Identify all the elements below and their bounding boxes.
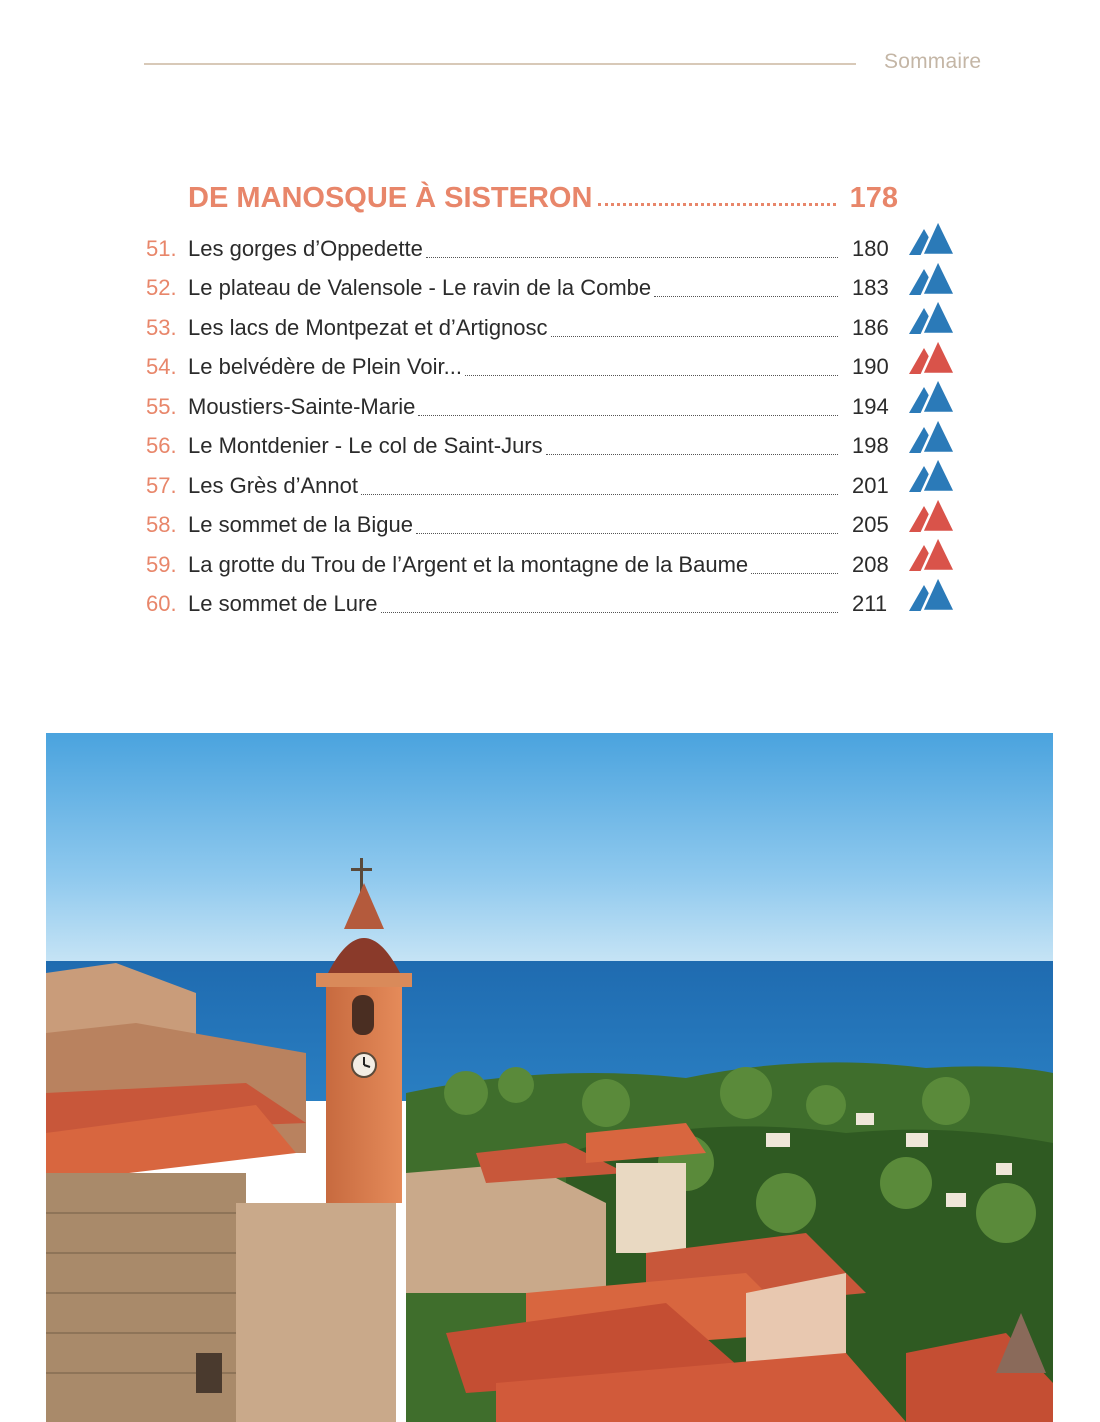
entry-leader [381,612,838,613]
mountain-blue-icon [908,417,956,455]
mountain-blue-icon [908,259,956,297]
toc-entry[interactable] [146,427,958,467]
toc-entry[interactable] [146,585,958,625]
section-leader [598,203,835,206]
entry-leader [465,375,838,376]
entry-leader [546,454,838,455]
header-label: Sommaire [884,50,982,73]
entry-number: 53. [146,314,177,340]
entry-title: Les gorges d’Oppedette [188,235,423,261]
entry-number: 59. [146,551,177,577]
entry-page: 190 [852,354,889,380]
entry-title: La grotte du Trou de l’Argent et la montagne de la Baume [188,551,749,577]
mountain-blue-icon [908,298,956,336]
entry-title: Les lacs de Montpezat et d’Artignosc [188,314,548,340]
entry-page: 201 [852,472,889,498]
toc-entry[interactable] [146,506,958,546]
entry-page: 186 [852,314,889,340]
entry-page: 211 [852,591,888,617]
entry-title: Le belvédère de Plein Voir... [188,354,462,380]
entry-page: 208 [852,551,889,577]
entry-leader [426,257,838,258]
toc-entry[interactable] [146,269,958,309]
toc-entry[interactable] [146,308,958,348]
mountain-red-icon [908,535,956,573]
entry-page: 180 [852,235,889,261]
mountain-blue-icon [908,456,956,494]
toc-entry[interactable] [146,229,958,269]
section-heading[interactable] [188,175,898,215]
entry-title: Le sommet de la Bigue [188,512,414,538]
village-coastline-photo [46,733,1053,1422]
mountain-red-icon [908,338,956,376]
entry-leader [361,494,838,495]
mountain-blue-icon [908,575,956,613]
entry-number: 51. [146,235,177,261]
entry-number: 52. [146,275,177,301]
entry-number: 60. [146,591,177,617]
entry-leader [418,415,838,416]
entry-number: 54. [146,354,177,380]
header-rule [144,63,856,65]
entry-title: Le plateau de Valensole - Le ravin de la Combe [188,275,652,301]
entry-title: Les Grès d’Annot [188,472,358,498]
entry-page: 183 [852,275,889,301]
entry-number: 57. [146,472,177,498]
toc-entry[interactable] [146,466,958,506]
toc-entry[interactable] [146,387,958,427]
entry-title: Moustiers-Sainte-Marie [188,393,416,419]
mountain-red-icon [908,496,956,534]
mountain-blue-icon [908,219,956,257]
entry-leader [654,296,838,297]
table-of-contents [146,229,958,624]
entry-page: 194 [852,393,889,419]
entry-leader [751,573,838,574]
entry-title: Le sommet de Lure [188,591,378,617]
entry-leader [416,533,838,534]
entry-leader [551,336,838,337]
mountain-blue-icon [908,377,956,415]
section-page: 178 [849,182,898,214]
entry-number: 58. [146,512,177,538]
toc-entry[interactable] [146,545,958,585]
entry-number: 55. [146,393,177,419]
section-title: DE MANOSQUE À SISTERON [188,182,593,214]
entry-page: 205 [852,512,889,538]
entry-page: 198 [852,433,889,459]
toc-entry[interactable] [146,348,958,388]
entry-title: Le Montdenier - Le col de Saint-Jurs [188,433,543,459]
entry-number: 56. [146,433,177,459]
